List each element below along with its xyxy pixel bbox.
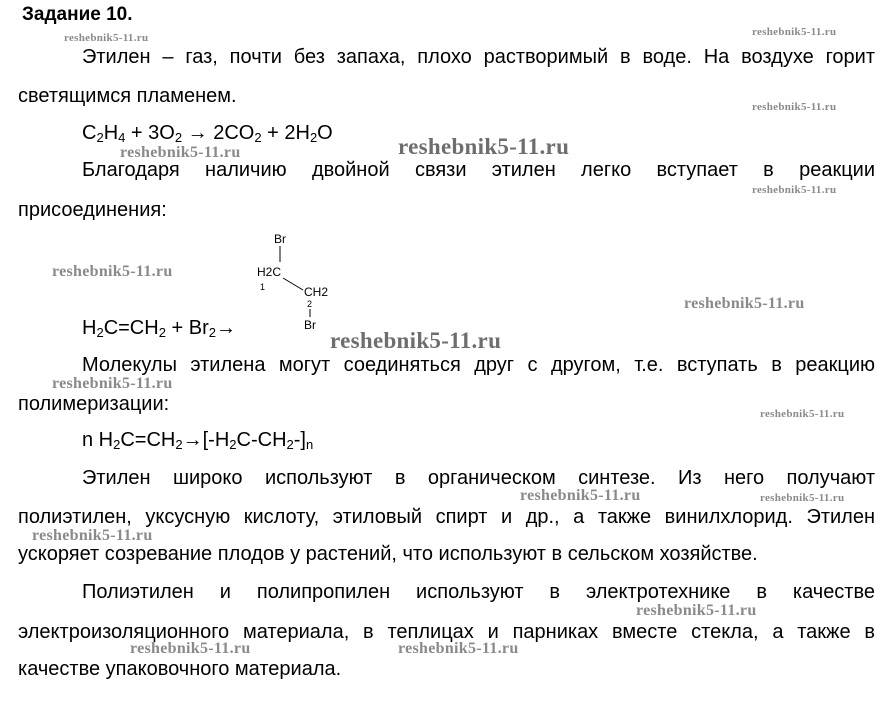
watermark: reshebnik5-11.ru <box>684 295 805 312</box>
watermark: reshebnik5-11.ru <box>398 640 519 657</box>
watermark: reshebnik5-11.ru <box>330 328 502 353</box>
para1-line1: Этилен – газ, почти без запаха, плохо растворимый в воде. На воздухе горит <box>82 46 875 68</box>
watermark: reshebnik5-11.ru <box>760 408 845 420</box>
para2-line1: Благодаря наличию двойной связи этилен легко вступает в реакции <box>82 159 875 181</box>
watermark: reshebnik5-11.ru <box>52 375 173 392</box>
watermark: reshebnik5-11.ru <box>760 492 845 504</box>
watermark: reshebnik5-11.ru <box>752 26 837 38</box>
equation-polymerization: n $H_2C=CH_2\to[-H_2C-CH_2-]_n$ <box>82 429 314 452</box>
equation-combustion: $C_2H_4 + 3O_2 \to 2CO_2 + 2H_2O$ <box>82 122 333 145</box>
struct-ch2: CH2 <box>304 285 329 299</box>
watermark: reshebnik5-11.ru <box>636 602 757 619</box>
struct-br-bottom: Br <box>304 318 316 332</box>
para4-line1: Этилен широко используют в органическом синтезе. Из него получают <box>82 467 875 489</box>
watermark: reshebnik5-11.ru <box>64 32 149 44</box>
watermark: reshebnik5-11.ru <box>120 144 241 161</box>
para4-line3: ускоряет созревание плодов у растений, что используют в сельском хозяйстве. <box>18 543 758 565</box>
task-title: Задание 10. <box>22 4 133 25</box>
struct-num-1: 1 <box>260 282 266 292</box>
para5-line3: качестве упаковочного материала. <box>18 658 342 680</box>
para5-line2: электроизоляционного материала, в теплицах и парниках вместе стекла, а также в <box>18 621 875 643</box>
para5-line1: Полиэтилен и полипропилен используют в электротехнике в качестве <box>82 581 875 603</box>
para1-line2: светящимся пламенем. <box>18 85 237 107</box>
watermark: reshebnik5-11.ru <box>398 134 570 159</box>
para4-line2: полиэтилен, уксусную кислоту, этиловый спирт и др., а также винилхлорид. Этилен <box>18 506 875 528</box>
equation-bromination: $H_2C=CH_2 + Br_2\to$ <box>82 317 236 340</box>
bond-middle <box>283 278 303 290</box>
struct-br-top: Br <box>274 232 286 246</box>
struct-num-2: 2 <box>307 299 313 309</box>
dibromoethane-structure <box>250 228 350 338</box>
watermark: reshebnik5-11.ru <box>32 527 153 544</box>
watermark: reshebnik5-11.ru <box>520 487 641 504</box>
watermark: reshebnik5-11.ru <box>130 640 251 657</box>
para3-line2: полимеризации: <box>18 393 170 415</box>
para2-line2: присоединения: <box>18 199 167 221</box>
watermark: reshebnik5-11.ru <box>52 263 173 280</box>
watermark: reshebnik5-11.ru <box>752 101 837 113</box>
struct-h2c: H2C <box>257 265 282 279</box>
para3-line1: Молекулы этилена могут соединяться друг с другом, т.е. вступать в реакцию <box>82 354 875 376</box>
watermark: reshebnik5-11.ru <box>752 184 837 196</box>
